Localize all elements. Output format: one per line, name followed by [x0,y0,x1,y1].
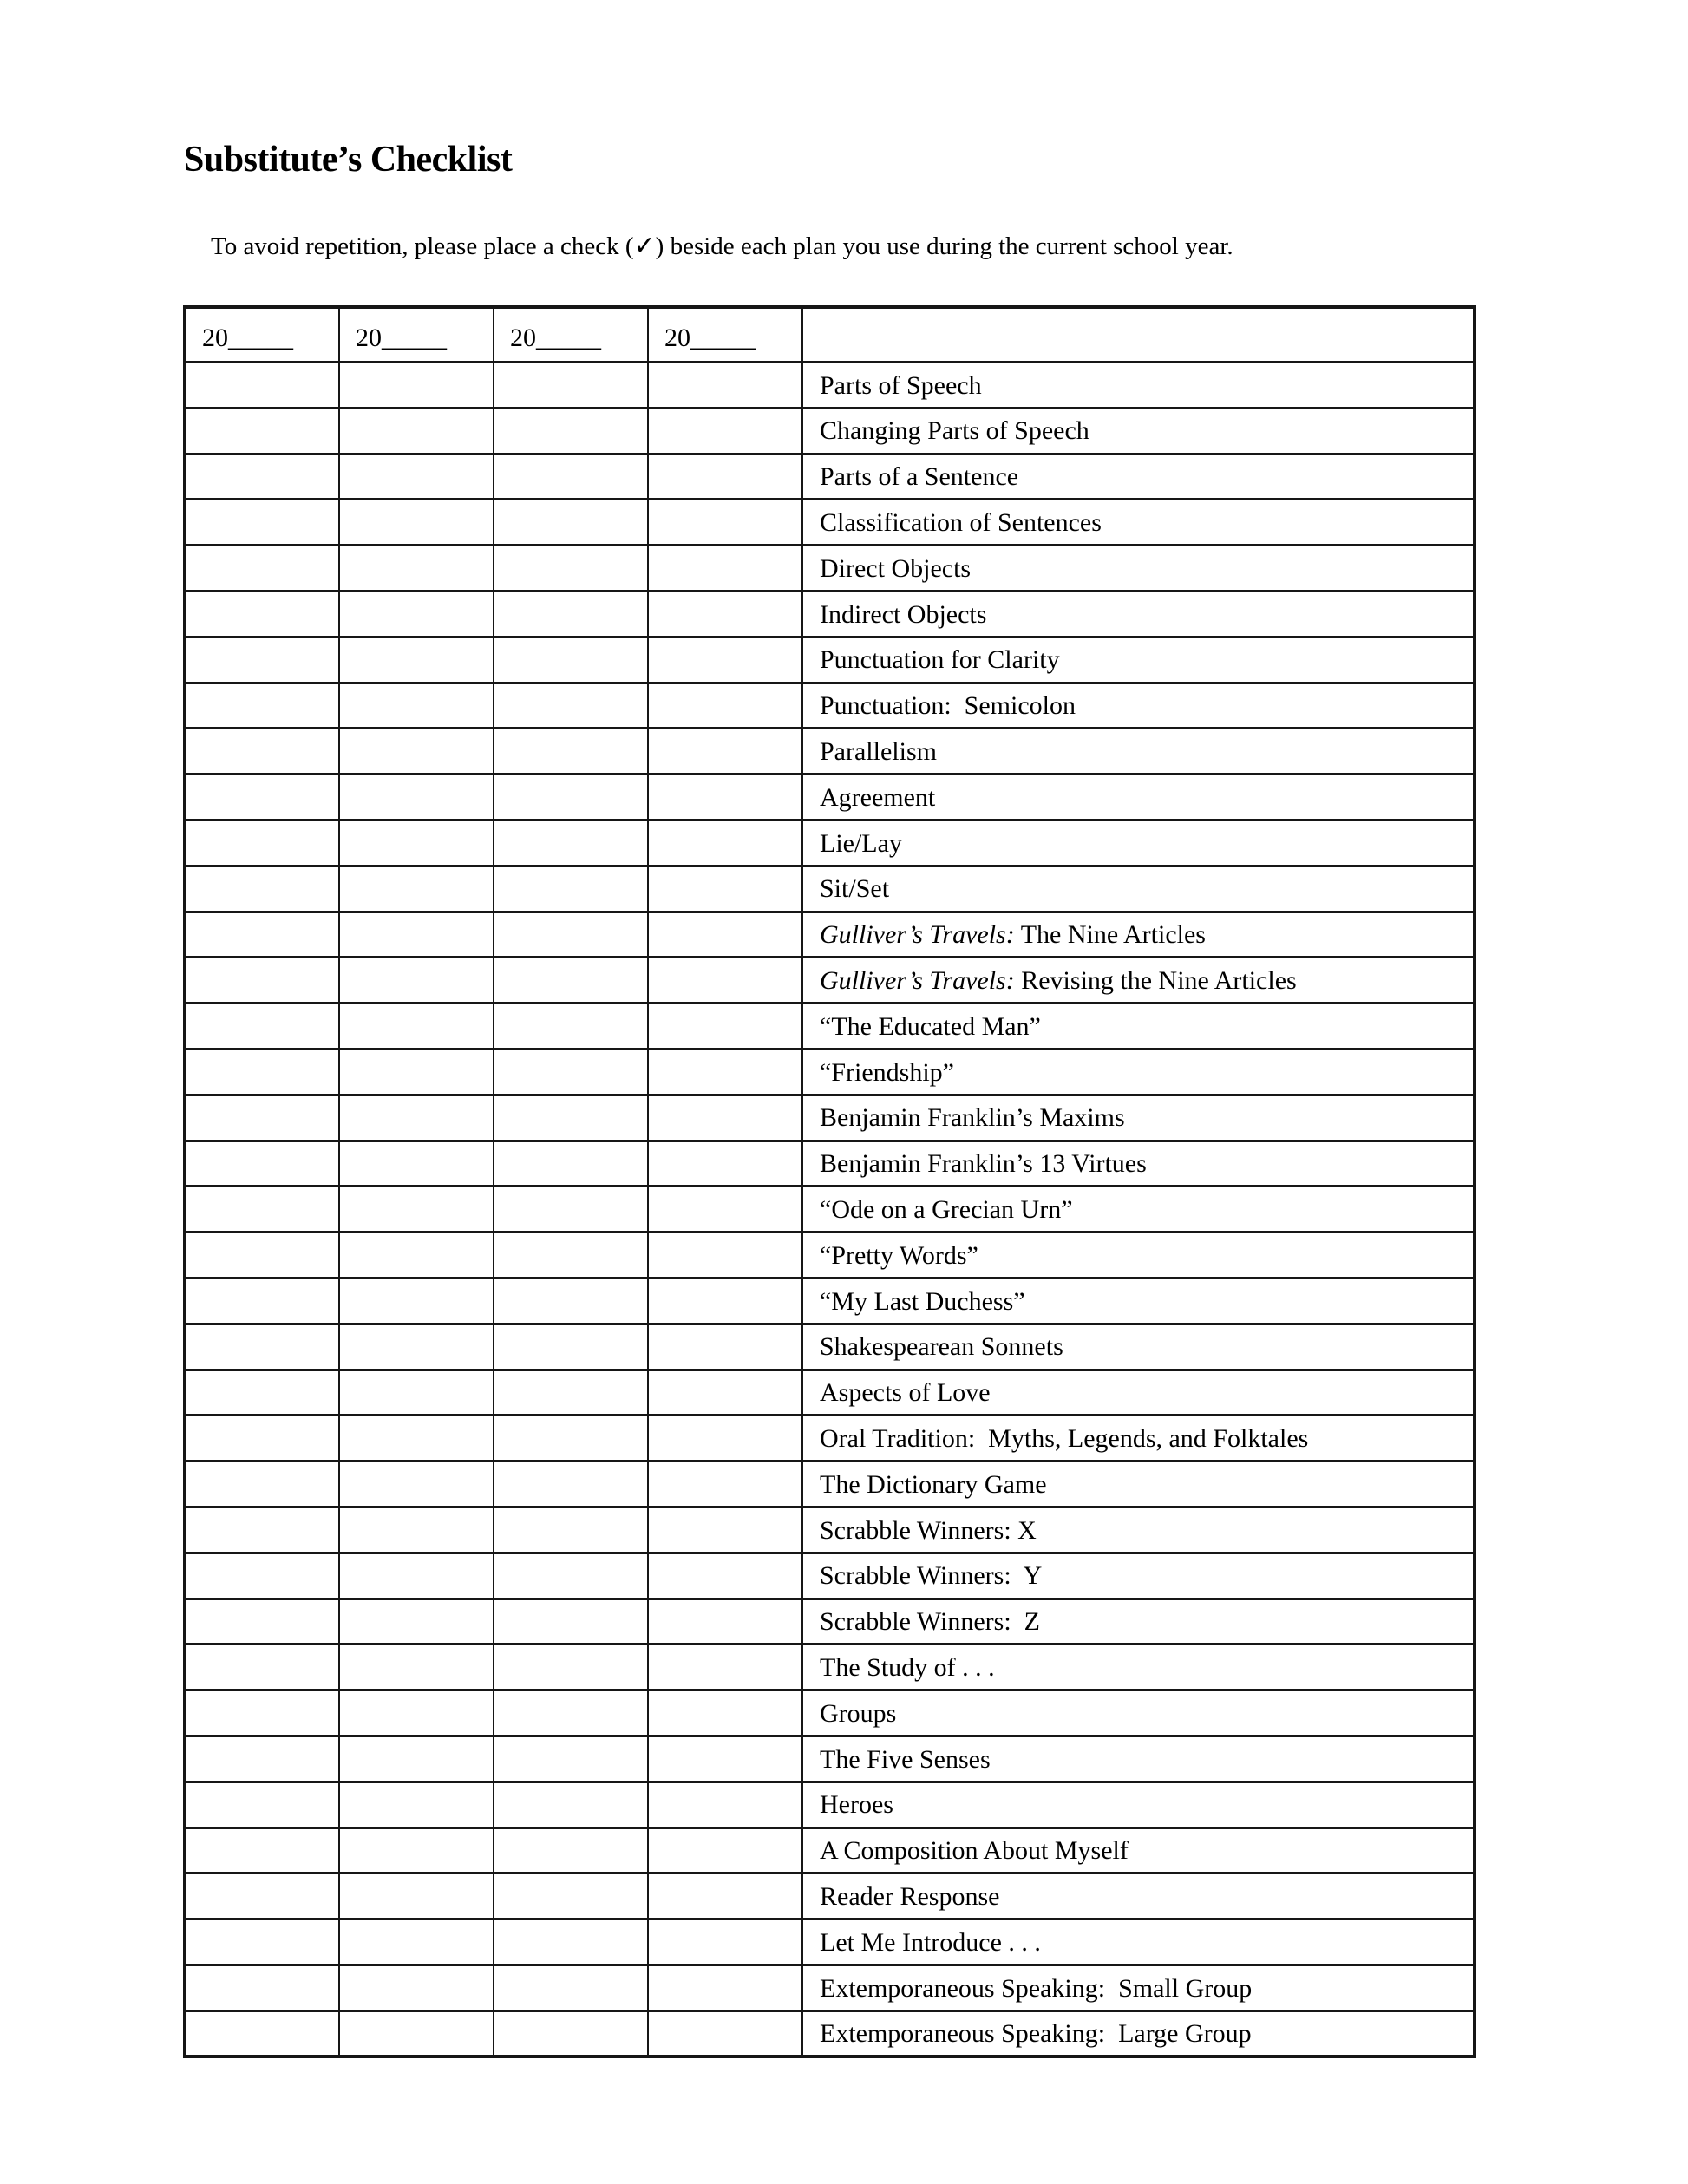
check-cell [648,1690,802,1736]
table-row [185,1187,1475,1233]
check-cell [494,1370,648,1416]
check-cell [339,1736,494,1782]
check-cell [648,866,802,912]
check-cell [648,1645,802,1690]
check-cell [185,591,339,637]
plan-label [802,912,1475,958]
plan-label: Extemporaneous Speaking: Large Group [802,2011,1475,2056]
check-cell [185,546,339,592]
check-cell [648,1828,802,1873]
check-cell [648,1049,802,1095]
plan-label: Benjamin Franklin’s Maxims [802,1095,1475,1141]
check-cell [494,775,648,821]
year-header-cell: 20_____ [339,307,494,363]
check-cell [494,1187,648,1233]
check-cell [648,546,802,592]
plan-label: Parts of Speech [802,363,1475,409]
check-cell [494,363,648,409]
check-cell [339,1782,494,1828]
check-cell [494,500,648,546]
check-cell [648,637,802,683]
check-cell [648,1461,802,1507]
check-cell [648,1187,802,1233]
check-cell [339,1370,494,1416]
check-cell [185,1599,339,1645]
check-cell [185,1782,339,1828]
page-title: Substitute’s Checklist [184,140,513,180]
check-cell [494,454,648,500]
table-row [185,820,1475,866]
check-cell [339,637,494,683]
check-cell [648,729,802,775]
plan-header-cell [802,307,1475,363]
check-cell [185,1187,339,1233]
plan-label: Scrabble Winners: Z [802,1599,1475,1645]
plan-label: “The Educated Man” [802,1004,1475,1049]
plan-label: Agreement [802,775,1475,821]
check-cell [185,775,339,821]
table-row [185,1828,1475,1873]
check-cell [648,775,802,821]
plan-label: A Composition About Myself [802,1828,1475,1873]
instruction-suffix: ) beside each plan you use during the current school year. [655,232,1233,260]
check-cell [185,1645,339,1690]
check-cell [648,1370,802,1416]
check-cell [339,500,494,546]
check-cell [185,1828,339,1873]
check-cell [339,1553,494,1599]
check-cell [648,408,802,454]
table-row [185,1919,1475,1965]
check-cell [494,591,648,637]
check-cell [339,1965,494,2011]
plan-label: “Ode on a Grecian Urn” [802,1187,1475,1233]
year-header-row [185,307,1475,363]
check-cell [185,1873,339,1919]
table-row [185,1233,1475,1278]
year-header-cell: 20_____ [185,307,339,363]
check-cell [494,1828,648,1873]
plan-label: Parts of a Sentence [802,454,1475,500]
check-cell [648,1599,802,1645]
check-cell [339,683,494,729]
instruction-prefix: To avoid repetition, please place a check ( [211,232,634,260]
check-cell [648,912,802,958]
check-cell [648,1095,802,1141]
check-cell [648,1004,802,1049]
check-cell [185,1049,339,1095]
plan-label: Lie/Lay [802,820,1475,866]
plan-label: Heroes [802,1782,1475,1828]
check-cell [494,1324,648,1370]
check-cell [185,1278,339,1324]
check-cell [339,1233,494,1278]
check-cell [648,1141,802,1187]
check-cell [648,591,802,637]
table-row [185,1553,1475,1599]
table-row [185,1507,1475,1553]
check-cell [185,1919,339,1965]
table-row [185,1278,1475,1324]
check-cell [648,683,802,729]
check-cell [494,1736,648,1782]
plan-title-italic: Gulliver’s Travels: [820,920,1015,950]
check-cell [185,1233,339,1278]
check-cell [185,1004,339,1049]
check-cell [339,1645,494,1690]
check-cell [494,866,648,912]
check-cell [339,591,494,637]
table-row [185,363,1475,409]
check-cell [185,958,339,1004]
plans-table-body [185,363,1475,2057]
check-cell [185,866,339,912]
check-cell [648,1736,802,1782]
table-row [185,1416,1475,1461]
check-cell [339,546,494,592]
plan-label: Aspects of Love [802,1370,1475,1416]
check-cell [185,1553,339,1599]
check-cell [339,1095,494,1141]
check-cell [185,820,339,866]
plan-label: Groups [802,1690,1475,1736]
table-row [185,1141,1475,1187]
check-cell [339,912,494,958]
check-cell [648,1965,802,2011]
check-cell [339,408,494,454]
table-row [185,866,1475,912]
check-cell [494,958,648,1004]
check-cell [185,683,339,729]
plan-label: Let Me Introduce . . . [802,1919,1475,1965]
table-row [185,958,1475,1004]
table-row [185,408,1475,454]
check-cell [185,500,339,546]
check-cell [494,1416,648,1461]
plan-label: Oral Tradition: Myths, Legends, and Folktales [802,1416,1475,1461]
plan-label: Scrabble Winners: Y [802,1553,1475,1599]
plan-label: The Dictionary Game [802,1461,1475,1507]
table-row [185,912,1475,958]
check-cell [339,1828,494,1873]
check-cell [494,1095,648,1141]
plan-label [802,958,1475,1004]
check-cell [339,1049,494,1095]
plan-label: Classification of Sentences [802,500,1475,546]
plan-label: The Five Senses [802,1736,1475,1782]
check-cell [185,1416,339,1461]
check-cell [494,1278,648,1324]
table-row [185,1049,1475,1095]
check-cell [339,1873,494,1919]
check-cell [494,1919,648,1965]
table-row [185,1599,1475,1645]
check-cell [339,1416,494,1461]
check-cell [339,1919,494,1965]
check-cell [185,1095,339,1141]
table-row [185,1782,1475,1828]
plan-label: Parallelism [802,729,1475,775]
check-cell [648,363,802,409]
table-row [185,591,1475,637]
check-cell [339,1690,494,1736]
table-row [185,729,1475,775]
plan-label: “My Last Duchess” [802,1278,1475,1324]
check-cell [494,683,648,729]
check-cell [648,1873,802,1919]
table-row [185,1324,1475,1370]
check-cell [494,1690,648,1736]
check-cell [339,1004,494,1049]
plan-label: “Pretty Words” [802,1233,1475,1278]
check-cell [494,1049,648,1095]
year-header-cell: 20_____ [494,307,648,363]
table-row [185,1095,1475,1141]
plan-label: Changing Parts of Speech [802,408,1475,454]
check-cell [494,1141,648,1187]
check-cell [648,500,802,546]
check-cell [494,546,648,592]
plan-label: Indirect Objects [802,591,1475,637]
table-row [185,454,1475,500]
check-cell [339,363,494,409]
plan-label: Shakespearean Sonnets [802,1324,1475,1370]
check-cell [494,1645,648,1690]
check-cell [339,1141,494,1187]
check-cell [339,454,494,500]
check-cell [494,1599,648,1645]
check-cell [339,729,494,775]
check-cell [494,1965,648,2011]
plan-label: Punctuation for Clarity [802,637,1475,683]
check-cell [494,637,648,683]
check-cell [494,1004,648,1049]
table-row [185,1736,1475,1782]
plan-label: Benjamin Franklin’s 13 Virtues [802,1141,1475,1187]
check-cell [339,958,494,1004]
check-cell [185,1965,339,2011]
plan-label: Sit/Set [802,866,1475,912]
check-cell [339,1599,494,1645]
check-cell [494,1782,648,1828]
plan-label: “Friendship” [802,1049,1475,1095]
check-cell [185,1507,339,1553]
check-cell [185,1690,339,1736]
check-cell [185,637,339,683]
table-row [185,1004,1475,1049]
check-cell [494,1233,648,1278]
plan-label: Direct Objects [802,546,1475,592]
table-row [185,1370,1475,1416]
plan-label: Reader Response [802,1873,1475,1919]
check-cell [185,454,339,500]
table-row [185,1645,1475,1690]
check-cell [648,1416,802,1461]
check-cell [648,454,802,500]
table-row [185,683,1475,729]
table-row [185,1873,1475,1919]
check-cell [648,1507,802,1553]
plan-title-rest: Revising the Nine Articles [1014,966,1297,995]
table-row [185,546,1475,592]
check-cell [494,820,648,866]
plan-label: The Study of . . . [802,1645,1475,1690]
table-row [185,2011,1475,2056]
check-cell [648,820,802,866]
check-cell [648,1233,802,1278]
check-cell [185,408,339,454]
table-row [185,500,1475,546]
table-row [185,1690,1475,1736]
check-mark-icon: ✓ [633,231,656,261]
check-cell [494,729,648,775]
check-cell [648,958,802,1004]
check-cell [339,775,494,821]
check-cell [185,912,339,958]
check-cell [185,1141,339,1187]
check-cell [494,2011,648,2056]
check-cell [185,363,339,409]
check-cell [339,1507,494,1553]
check-cell [339,1187,494,1233]
substitute-checklist-table [183,305,1476,2058]
check-cell [339,820,494,866]
check-cell [185,1324,339,1370]
check-cell [339,1324,494,1370]
check-cell [494,1553,648,1599]
table-row [185,775,1475,821]
check-cell [494,1461,648,1507]
plan-label: Punctuation: Semicolon [802,683,1475,729]
check-cell [185,1370,339,1416]
check-cell [494,408,648,454]
check-cell [494,912,648,958]
plan-label: Extemporaneous Speaking: Small Group [802,1965,1475,2011]
check-cell [339,866,494,912]
plan-label: Scrabble Winners: X [802,1507,1475,1553]
check-cell [648,1919,802,1965]
check-cell [494,1507,648,1553]
instruction-text [211,231,1233,261]
check-cell [339,1278,494,1324]
check-cell [648,1278,802,1324]
year-header-cell: 20_____ [648,307,802,363]
check-cell [648,2011,802,2056]
table-row [185,1965,1475,2011]
table-row [185,637,1475,683]
check-cell [185,2011,339,2056]
check-cell [494,1873,648,1919]
table-row [185,1461,1475,1507]
check-cell [648,1324,802,1370]
check-cell [185,729,339,775]
check-cell [185,1461,339,1507]
check-cell [339,2011,494,2056]
plan-title-italic: Gulliver’s Travels: [820,966,1015,995]
plan-title-rest: The Nine Articles [1014,920,1206,950]
check-cell [648,1782,802,1828]
check-cell [648,1553,802,1599]
check-cell [339,1461,494,1507]
check-cell [185,1736,339,1782]
